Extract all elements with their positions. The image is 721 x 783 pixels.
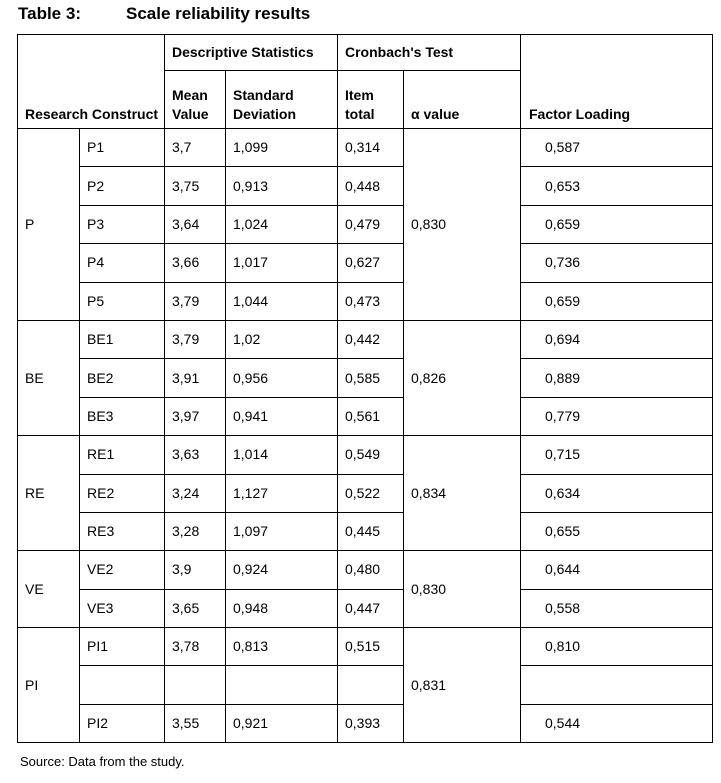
factor-loading-cell: 0,810: [521, 628, 713, 666]
table-row: [18, 474, 713, 512]
item-cell: P4: [80, 244, 165, 282]
header-item-total: Item total: [338, 71, 404, 129]
mean-cell: 3,75: [165, 167, 226, 205]
table-row: [18, 167, 713, 205]
header-descriptive-statistics: Descriptive Statistics: [165, 35, 338, 71]
sd-cell: [226, 666, 338, 704]
sd-cell: 1,099: [226, 129, 338, 167]
table-row: [18, 666, 713, 704]
header-mean-value: Mean Value: [165, 71, 226, 129]
header-research-construct: Research Construct: [18, 35, 165, 129]
factor-loading-cell: 0,715: [521, 436, 713, 474]
item-total-cell: 0,442: [338, 320, 404, 358]
table-caption: [18, 4, 310, 24]
construct-cell: PI: [18, 628, 80, 743]
construct-cell: VE: [18, 551, 80, 628]
mean-cell: 3,65: [165, 589, 226, 627]
item-total-cell: 0,314: [338, 129, 404, 167]
table-row: [18, 282, 713, 320]
item-total-cell: [338, 666, 404, 704]
item-cell: VE2: [80, 551, 165, 589]
construct-cell: BE: [18, 320, 80, 435]
mean-cell: 3,78: [165, 628, 226, 666]
factor-loading-cell: 0,558: [521, 589, 713, 627]
sd-cell: 1,02: [226, 320, 338, 358]
sd-cell: 0,948: [226, 589, 338, 627]
construct-cell: P: [18, 129, 80, 321]
mean-cell: 3,28: [165, 512, 226, 550]
item-total-cell: 0,393: [338, 704, 404, 742]
table-row: [18, 205, 713, 243]
item-cell: P2: [80, 167, 165, 205]
source-note: Source: Data from the study.: [20, 754, 185, 769]
alpha-cell: 0,834: [404, 436, 521, 551]
factor-loading-cell: 0,659: [521, 205, 713, 243]
table-row: [18, 397, 713, 435]
item-cell: PI2: [80, 704, 165, 742]
table-body: [18, 129, 713, 743]
mean-cell: 3,7: [165, 129, 226, 167]
item-cell: [80, 666, 165, 704]
mean-cell: 3,79: [165, 282, 226, 320]
item-cell: PI1: [80, 628, 165, 666]
factor-loading-cell: 0,659: [521, 282, 713, 320]
item-total-cell: 0,549: [338, 436, 404, 474]
item-cell: BE1: [80, 320, 165, 358]
construct-cell: RE: [18, 436, 80, 551]
sd-cell: 1,014: [226, 436, 338, 474]
sd-cell: 1,127: [226, 474, 338, 512]
factor-loading-cell: 0,889: [521, 359, 713, 397]
item-total-cell: 0,447: [338, 589, 404, 627]
item-cell: BE2: [80, 359, 165, 397]
table-title: Scale reliability results: [126, 4, 311, 23]
item-cell: VE3: [80, 589, 165, 627]
item-total-cell: 0,561: [338, 397, 404, 435]
item-cell: P5: [80, 282, 165, 320]
item-total-cell: 0,480: [338, 551, 404, 589]
factor-loading-cell: 0,634: [521, 474, 713, 512]
factor-loading-cell: 0,655: [521, 512, 713, 550]
alpha-cell: 0,826: [404, 320, 521, 435]
sd-cell: 0,924: [226, 551, 338, 589]
item-cell: BE3: [80, 397, 165, 435]
mean-cell: 3,55: [165, 704, 226, 742]
mean-cell: 3,91: [165, 359, 226, 397]
sd-cell: 0,921: [226, 704, 338, 742]
table-row: [18, 704, 713, 742]
sd-cell: 0,941: [226, 397, 338, 435]
item-total-cell: 0,627: [338, 244, 404, 282]
mean-cell: 3,63: [165, 436, 226, 474]
reliability-table: [17, 34, 713, 743]
alpha-cell: 0,830: [404, 551, 521, 628]
item-cell: RE2: [80, 474, 165, 512]
factor-loading-cell: 0,587: [521, 129, 713, 167]
mean-cell: 3,97: [165, 397, 226, 435]
factor-loading-cell: [521, 666, 713, 704]
item-total-cell: 0,515: [338, 628, 404, 666]
table-row: [18, 628, 713, 666]
item-cell: RE1: [80, 436, 165, 474]
alpha-cell: 0,830: [404, 129, 521, 321]
table-row: [18, 512, 713, 550]
table-row: [18, 359, 713, 397]
factor-loading-cell: 0,736: [521, 244, 713, 282]
mean-cell: 3,9: [165, 551, 226, 589]
mean-cell: 3,79: [165, 320, 226, 358]
table-row: [18, 244, 713, 282]
table-row: [18, 589, 713, 627]
sd-cell: 1,044: [226, 282, 338, 320]
alpha-cell: 0,831: [404, 628, 521, 743]
header-standard-deviation: Standard Deviation: [226, 71, 338, 129]
header-alpha-value: α value: [404, 71, 521, 129]
header-cronbachs-test: Cronbach's Test: [338, 35, 521, 71]
table-number: Table 3:: [18, 4, 81, 23]
factor-loading-cell: 0,779: [521, 397, 713, 435]
mean-cell: 3,64: [165, 205, 226, 243]
item-cell: P3: [80, 205, 165, 243]
header-factor-loading: Factor Loading: [521, 35, 713, 129]
mean-cell: 3,66: [165, 244, 226, 282]
item-total-cell: 0,448: [338, 167, 404, 205]
mean-cell: 3,24: [165, 474, 226, 512]
factor-loading-cell: 0,694: [521, 320, 713, 358]
mean-cell: [165, 666, 226, 704]
table-row: [18, 129, 713, 167]
sd-cell: 1,017: [226, 244, 338, 282]
table-row: [18, 320, 713, 358]
item-cell: P1: [80, 129, 165, 167]
item-total-cell: 0,585: [338, 359, 404, 397]
factor-loading-cell: 0,544: [521, 704, 713, 742]
sd-cell: 0,913: [226, 167, 338, 205]
item-total-cell: 0,522: [338, 474, 404, 512]
sd-cell: 0,813: [226, 628, 338, 666]
sd-cell: 0,956: [226, 359, 338, 397]
table-row: [18, 436, 713, 474]
item-total-cell: 0,445: [338, 512, 404, 550]
item-total-cell: 0,479: [338, 205, 404, 243]
item-cell: RE3: [80, 512, 165, 550]
sd-cell: 1,024: [226, 205, 338, 243]
factor-loading-cell: 0,653: [521, 167, 713, 205]
item-total-cell: 0,473: [338, 282, 404, 320]
sd-cell: 1,097: [226, 512, 338, 550]
factor-loading-cell: 0,644: [521, 551, 713, 589]
table-row: [18, 551, 713, 589]
